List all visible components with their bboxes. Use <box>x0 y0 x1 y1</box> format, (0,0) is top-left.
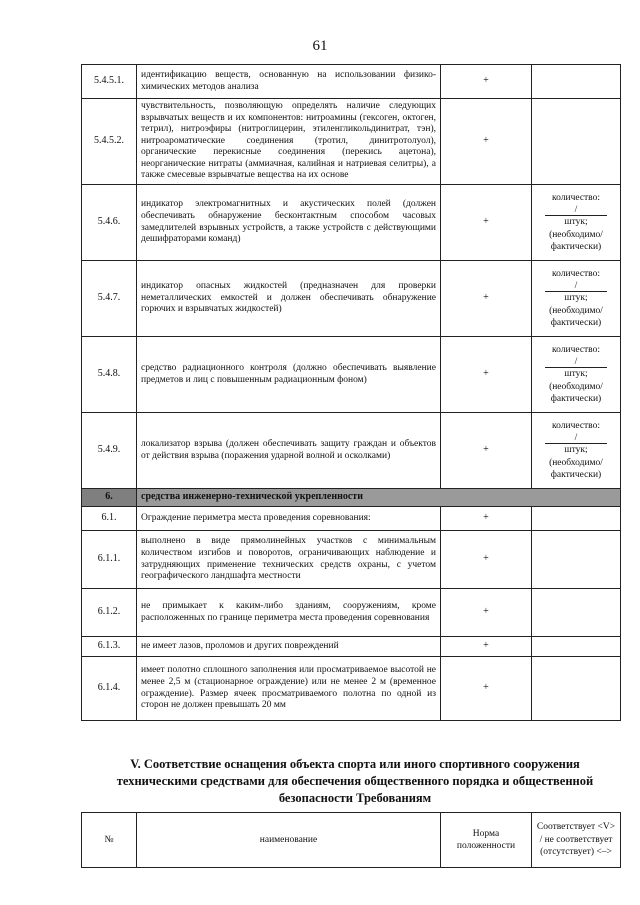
header-num: № <box>82 813 137 868</box>
row-norm: + <box>441 99 532 185</box>
row-description: не примыкает к каким-либо зданиям, сооружениям, кроме расположенных по границе периметра места проведения соревнования <box>137 589 441 637</box>
row-norm: + <box>441 657 532 721</box>
qty-note: (необходимо/ фактически) <box>549 229 603 253</box>
row-description: локализатор взрыва (должен обеспечивать защиту граждан и объектов от действия взрыва (поражения ударной волной и осколками) <box>137 413 441 489</box>
qty-unit: штук; <box>564 445 588 456</box>
table-row <box>82 99 621 185</box>
qty-label: количество: <box>552 344 600 355</box>
row-description: идентификацию веществ, основанную на использовании физико-химических методов анализа <box>137 65 441 99</box>
row-number: 5.4.8. <box>82 337 137 413</box>
qty-unit: штук; <box>564 293 588 304</box>
table-row <box>82 531 621 589</box>
qty-fill-line: / <box>545 434 607 444</box>
row-norm: + <box>441 185 532 261</box>
table-row <box>82 637 621 657</box>
row-number: 5.4.6. <box>82 185 137 261</box>
table-row <box>82 261 621 337</box>
row-description: индикатор электромагнитных и акустических полей (должен обеспечивать обнаружение бесконтактным способом часовых замедлителей взрывных устройств, а также устройств с действующими дешифраторами команд) <box>137 185 441 261</box>
table-row <box>82 185 621 261</box>
header-norm: Норма положенности <box>441 813 532 868</box>
section-row <box>82 489 621 507</box>
row-status <box>532 337 621 413</box>
header-status: Соответствует <V> / не соответствует (отсутствует) <–> <box>532 813 621 868</box>
row-status <box>532 507 621 531</box>
row-status <box>532 637 621 657</box>
row-description: чувствительность, позволяющую определять наличие следующих взрывчатых веществ и их компонентов: нитроамины (гексоген, октоген, тетрил), нитроэфиры (нитроглицерин, этиленгликольдинитрат, тэн), нитроароматические соединения (тротил, динитротолуол), органические перекисные соединения (перекись ацетона), неорганические нитраты (аммиачная, калийная и натриевая селитры), а также смесевые взрывчатые вещества на их основе <box>137 99 441 185</box>
row-status <box>532 65 621 99</box>
row-number: 6.1.3. <box>82 637 137 657</box>
table-row <box>82 657 621 721</box>
row-description: не имеет лазов, проломов и других повреждений <box>137 637 441 657</box>
qty-fill-line: / <box>545 358 607 368</box>
row-description: средства инженерно-технической укрепленности <box>137 489 621 507</box>
qty-unit: штук; <box>564 217 588 228</box>
qty-label: количество: <box>552 192 600 203</box>
row-status <box>532 99 621 185</box>
row-number: 6.1.4. <box>82 657 137 721</box>
row-description: индикатор опасных жидкостей (предназначен для проверки неметаллических емкостей и должен обеспечивать обнаружение горючих и взрывчатых жидкостей) <box>137 261 441 337</box>
row-norm: + <box>441 337 532 413</box>
qty-fill-line: / <box>545 206 607 216</box>
row-description: имеет полотно сплошного заполнения или просматриваемое высотой не менее 2,5 м (стационарное ограждение) или не менее 2 м (временное ограждение). Размер ячеек просматриваемого полотна по одной из сторон не должен превышать 20 мм <box>137 657 441 721</box>
qty-note: (необходимо/ фактически) <box>549 305 603 329</box>
row-number: 6.1. <box>82 507 137 531</box>
row-number: 5.4.7. <box>82 261 137 337</box>
row-description: средство радиационного контроля (должно обеспечивать выявление предметов и лиц с повышенным радиационным фоном) <box>137 337 441 413</box>
requirements-table <box>81 64 621 721</box>
row-description: Ограждение периметра места проведения соревнования: <box>137 507 441 531</box>
table-row <box>82 65 621 99</box>
page-number: 61 <box>312 38 328 54</box>
header-name: наименование <box>137 813 441 868</box>
row-norm: + <box>441 65 532 99</box>
row-norm: + <box>441 261 532 337</box>
table-row <box>82 589 621 637</box>
qty-label: количество: <box>552 420 600 431</box>
row-status <box>532 589 621 637</box>
row-number: 6.1.1. <box>82 531 137 589</box>
header-row <box>82 813 621 868</box>
qty-fill-line: / <box>545 282 607 292</box>
row-status <box>532 657 621 721</box>
table-row <box>82 413 621 489</box>
section-v-header-table <box>81 812 621 868</box>
table-row <box>82 337 621 413</box>
row-number: 6.1.2. <box>82 589 137 637</box>
qty-unit: штук; <box>564 369 588 380</box>
row-status <box>532 185 621 261</box>
row-number: 5.4.5.1. <box>82 65 137 99</box>
table-row <box>82 507 621 531</box>
row-norm: + <box>441 637 532 657</box>
qty-label: количество: <box>552 268 600 279</box>
section-v-heading: V. Соответствие оснащения объекта спорта или иного спортивного сооружения техническими средствами для обеспечения общественного порядка и общественной безопасности Требованиям <box>116 757 594 805</box>
row-norm: + <box>441 413 532 489</box>
qty-note: (необходимо/ фактически) <box>549 381 603 405</box>
row-status <box>532 413 621 489</box>
row-number: 5.4.9. <box>82 413 137 489</box>
row-number: 5.4.5.2. <box>82 99 137 185</box>
row-norm: + <box>441 507 532 531</box>
qty-note: (необходимо/ фактически) <box>549 457 603 481</box>
row-number: 6. <box>82 489 137 507</box>
row-norm: + <box>441 531 532 589</box>
row-description: выполнено в виде прямолинейных участков с минимальным количеством изгибов и поворотов, ограничивающих наблюдение и затрудняющих применение технических средств охраны, с учетом географического ландшафта местности <box>137 531 441 589</box>
row-status <box>532 261 621 337</box>
row-norm: + <box>441 589 532 637</box>
row-status <box>532 531 621 589</box>
